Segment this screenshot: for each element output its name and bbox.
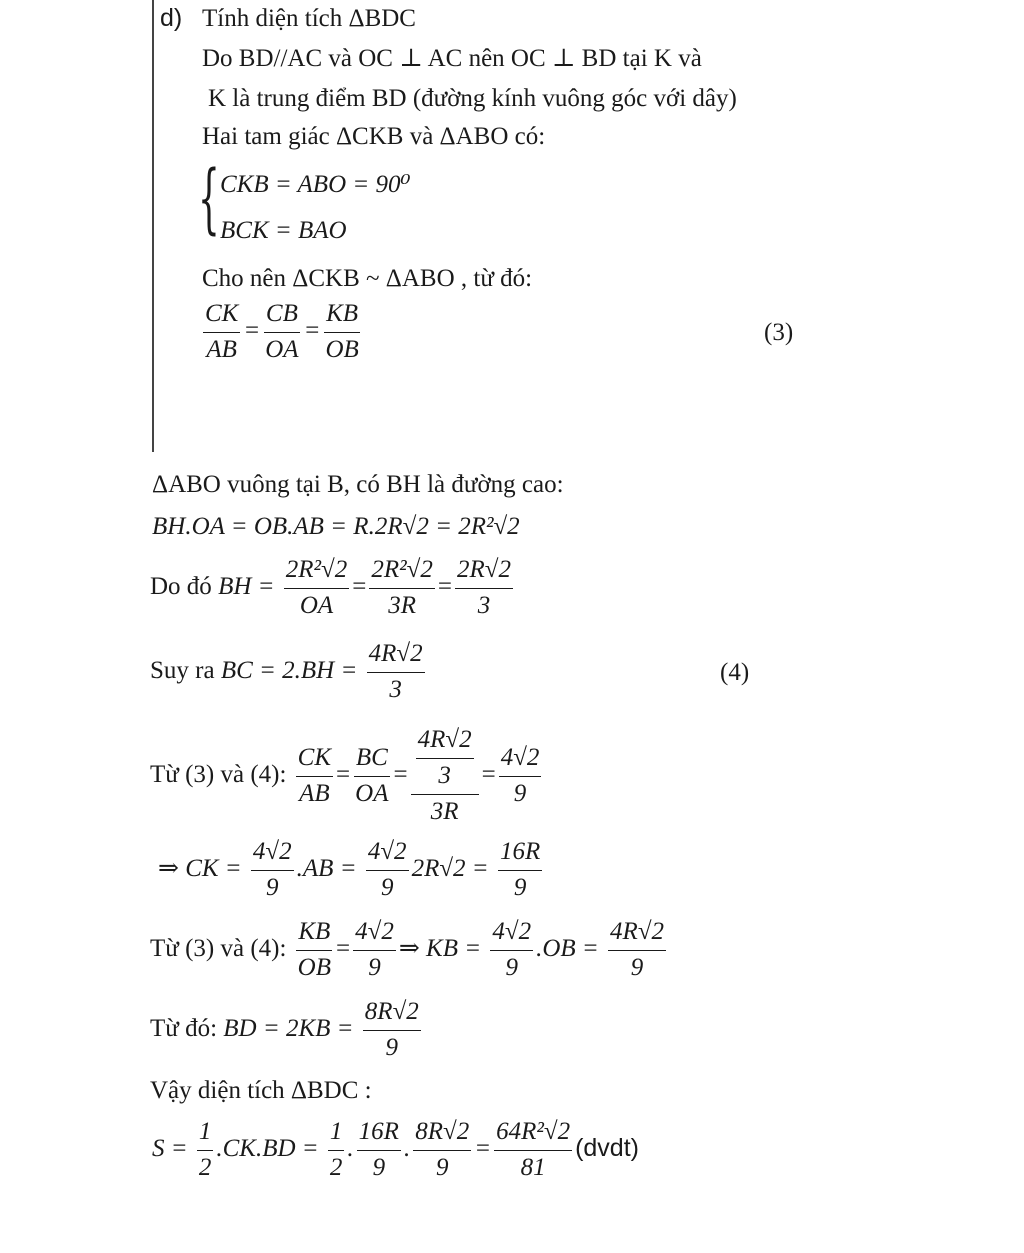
equation-tag-3: (3) [764,319,794,346]
bd-equation [150,998,424,1063]
kb-equation: Từ (3) và (4): $\frac{KB}{OB}$ = $\frac{4√2}{9}$ ⇒ KB = $\frac{4√2}{9}$ .OB = $\frac{4R√2}{9}$ [150,918,665,981]
conclusion-heading: Vậy diện tích ΔBDC : [150,1077,372,1104]
ratio-equation: $\frac{CK}{AB}$ = $\frac{CB}{OA}$ = $\frac{KB}{OB}$ [205,300,359,363]
fraction [366,838,409,903]
numerator: 64R²√2 [494,1118,572,1151]
numerator: 4R√2 [608,918,666,951]
numerator: BC [354,744,390,777]
numerator [411,726,479,795]
section-label [160,6,182,31]
lead-text: Suy ra [150,656,215,684]
fraction [608,918,666,983]
denominator: 9 [435,1153,449,1181]
lead-text: Từ (3) và (4): [150,760,287,788]
numerator: 4√2 [366,838,409,871]
lhs: S = [152,1134,188,1162]
numerator: 4R√2 [367,640,425,673]
denominator: 9 [372,1153,386,1181]
numerator: 2R²√2 [284,556,350,589]
bc-equation [150,640,428,705]
fraction [498,838,542,903]
bh-equation: Do đó BH = $\frac{\text{2R²√2}}{OA}$ = $\frac{\text{2R²√2}}{3R}$ = $\frac{2R√2}{3}$ [150,556,511,619]
denominator: 2 [329,1153,343,1181]
numerator: 4√2 [251,838,294,871]
fraction [494,1118,572,1183]
numerator: KB [324,300,360,333]
unit-label: (dvdt) [575,1133,639,1162]
section-title: Tính diện tích ΔBDC [202,5,416,32]
denominator: 3R [430,797,459,825]
denominator: OA [265,335,299,363]
fraction [413,1118,471,1183]
denominator: OA [355,779,389,807]
numerator: 4√2 [490,918,533,951]
numerator: 1 [197,1118,214,1151]
numerator: 2R√2 [455,556,513,589]
ratio-ck-ab-equation: Từ (3) và (4): $\frac{CK}{AB}$ = $\frac{BC}{OA}$ = $\frac{\frac{4R√2}{3}}{3R}$ = $\frac{4√2}{9}$ [150,726,540,825]
lhs: ⇒ CK = [158,854,242,882]
text-line-4: Cho nên ΔCKB ~ ΔABO , từ đó: [202,265,533,292]
denominator: OA [299,591,334,619]
ck-equation [158,838,545,903]
fraction [499,744,542,809]
part-letter: d) [160,4,183,32]
abo-intro: ΔABO vuông tại B, có BH là đường cao: [152,471,564,498]
denominator: 81 [520,1153,546,1181]
lead-text: Từ (3) và (4): [150,934,287,962]
mid-text: ⇒ KB = [398,934,482,962]
fraction [353,744,390,809]
numerator: 4√2 [353,918,396,951]
text-line-2: K là trung điểm BD (đường kính vuông góc với dây) [208,85,737,112]
fraction [284,556,350,621]
numerator: 16R [357,1118,401,1151]
denominator: 9 [385,1033,399,1061]
system-eq-1: CKB = ABO = 90⁰ [220,171,411,198]
denominator: 3R [388,591,417,619]
denominator: AB [299,779,330,807]
numerator: CK [203,300,240,333]
fraction [251,838,294,903]
equation-tag-4: (4) [720,659,750,686]
numerator: 4R√2 [416,726,474,759]
fraction [490,918,533,983]
denominator: 3 [389,675,402,703]
numerator: CK [296,744,333,777]
denominator: OB [297,953,331,981]
lead-text: Do đó [150,572,212,600]
numerator: 4√2 [499,744,542,777]
fraction [353,918,396,983]
fraction [363,998,421,1063]
left-margin-rule [152,0,154,452]
denominator: AB [206,335,237,363]
denominator: 9 [380,873,394,901]
fraction [455,556,513,621]
area-equation: S = $\frac{1}{2}$ .CK.BD = $\frac{1}{2}$ . $\frac{16R}{9}$ . $\frac{8R√2}{9}$ = $\frac{\text{64R²√2}}{81}$ (dvdt) [152,1118,639,1181]
denominator: 3 [438,761,451,789]
denominator: 9 [266,873,279,901]
fraction [263,300,300,365]
compound-fraction [411,726,479,826]
fraction [296,918,333,983]
denominator: 9 [513,779,527,807]
denominator: 9 [513,873,527,901]
system-brace: { [198,153,220,242]
denominator: 3 [477,591,491,619]
lhs: BD = 2KB = [223,1014,354,1042]
lead-text: Từ đó: [150,1014,218,1042]
denominator: 9 [630,953,644,981]
fraction [328,1118,345,1183]
mid-text: .OB = [536,934,599,962]
fraction [323,300,360,365]
numerator: KB [296,918,332,951]
numerator: CB [264,300,300,333]
numerator: 8R√2 [363,998,421,1031]
bh-oa-equation: BH.OA = OB.AB = R.2R√2 = 2R²√2 [152,513,520,540]
system-eq-2: BCK = BAO [220,217,347,244]
mid-text: .CK.BD = [216,1134,319,1162]
numerator: 16R [498,838,542,871]
fraction [197,1118,214,1183]
denominator: 2 [198,1153,212,1181]
denominator: OB [325,335,359,363]
text-line-3: Hai tam giác ΔCKB và ΔABO có: [202,123,546,150]
lhs: BC = 2.BH = [220,656,358,684]
numerator: 8R√2 [413,1118,471,1151]
inner-fraction [416,726,474,791]
text-line-1: Do BD//AC và OC ⊥ AC nên OC ⊥ BD tại K và [202,45,702,72]
fraction [296,744,333,809]
fraction [367,640,425,705]
lhs: BH = [218,572,275,600]
fraction [203,300,240,365]
denominator: 9 [505,953,518,981]
numerator: 1 [328,1118,345,1151]
mid-text: .AB = [296,854,357,882]
numerator: 2R²√2 [369,556,435,589]
denominator: 9 [368,953,381,981]
fraction [357,1118,401,1183]
fraction [369,556,435,621]
mid-text: 2R√2 = [411,854,489,882]
